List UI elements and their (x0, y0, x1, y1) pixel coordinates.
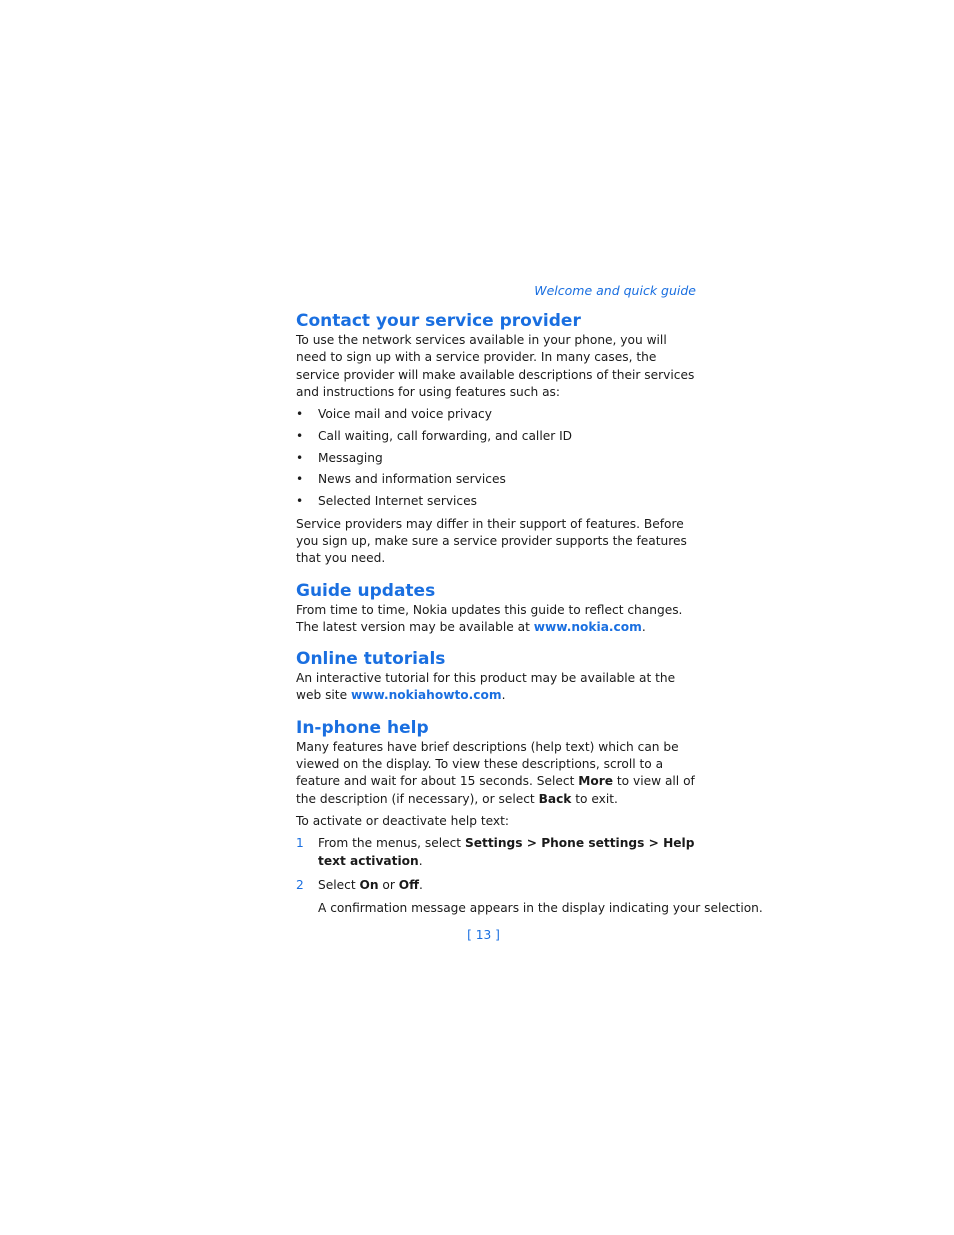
bullet-icon: • (296, 450, 304, 465)
list-item: • News and information services (296, 471, 696, 488)
contact-intro: To use the network services available in your phone, you will need to sign up with a service provider. In many cases, the service provider will make available descriptions of their services and instructions for using features such as: (296, 333, 695, 399)
list-item: • Selected Internet services (296, 493, 696, 510)
bullet-icon: • (296, 494, 304, 509)
online-tutorials-text: An interactive tutorial for this product may be available at the web site www.nokiahowto.com. (296, 671, 676, 703)
inphone-help-description: Many features have brief descriptions (help text) which can be viewed on the display. To view these descriptions, scroll to a feature and wait for about 15 seconds. Select More to view all of the description (if necessary), or select Back to exit. (296, 739, 695, 806)
step-1: 1 From the menus, select Settings > Phone settings > Help text activation. (296, 836, 695, 868)
inphone-help-activate: To activate or deactivate help text: (296, 813, 509, 828)
more-option: More (578, 774, 614, 789)
bullet-icon: • (296, 472, 304, 487)
step-number: 1 (296, 836, 304, 851)
list-item: • Voice mail and voice privacy (296, 406, 696, 423)
page-number: [ 13 ] (467, 928, 500, 942)
back-option: Back (538, 791, 572, 806)
running-header: Welcome and quick guide (534, 283, 696, 298)
nokia-link[interactable]: www.nokia.com (533, 619, 642, 634)
confirmation-note: A confirmation message appears in the display indicating your selection. (318, 901, 763, 916)
step-number: 2 (296, 877, 304, 892)
steps-list (296, 835, 696, 894)
contact-outro: Service providers may differ in their support of features. Before you sign up, make sure a service provider supports the features that you need. (296, 516, 687, 566)
guide-updates-text: From time to time, Nokia updates this guide to reflect changes. The latest version may be available at www.nokia.com. (296, 602, 683, 634)
list-item: • Call waiting, call forwarding, and caller ID (296, 428, 696, 445)
nokiahowto-link[interactable]: www.nokiahowto.com (350, 688, 502, 703)
section-title-online-tutorials: Online tutorials (296, 649, 446, 670)
page-content (296, 282, 763, 917)
step-2: 2 Select On or Off. (296, 877, 696, 894)
section-title-inphone-help: In-phone help (296, 717, 429, 738)
section-title-contact: Contact your service provider (296, 311, 581, 331)
feature-list (296, 406, 696, 511)
bullet-icon: • (296, 406, 304, 421)
section-title-guide-updates: Guide updates (296, 580, 436, 601)
list-item: • Messaging (296, 450, 696, 467)
bullet-icon: • (296, 428, 304, 443)
